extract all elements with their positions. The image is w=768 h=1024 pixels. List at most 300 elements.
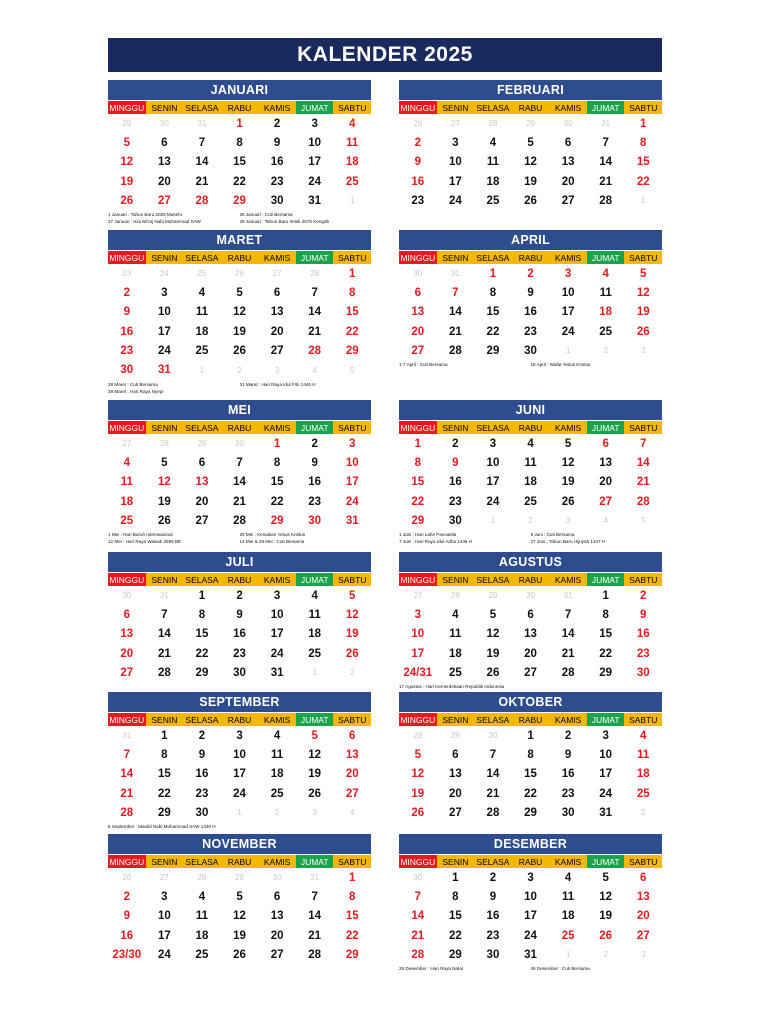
day-cell: 27	[272, 269, 282, 279]
day-cell: 29	[599, 666, 613, 679]
day-cell: 26	[636, 325, 650, 338]
day-cell: 15	[636, 156, 650, 169]
weekday-label: KAMIS	[549, 101, 587, 114]
day-cell: 30	[486, 948, 500, 961]
weekday-header	[399, 251, 662, 264]
day-cell: 24	[561, 325, 575, 338]
day-cell: 1	[452, 871, 459, 884]
week-row	[108, 511, 371, 530]
month-mei	[108, 400, 371, 545]
weekday-label: JUMAT	[587, 573, 625, 586]
week-row	[399, 765, 662, 784]
day-cell: 16	[524, 306, 537, 319]
weekday-label: MINGGU	[109, 102, 145, 113]
day-cell: 22	[486, 325, 500, 338]
day-cell: 6	[452, 748, 459, 761]
weekday-label: JUMAT	[587, 101, 625, 114]
day-cell: 22	[448, 929, 462, 942]
day-cell: 26	[235, 269, 244, 279]
day-cell: 28	[308, 344, 322, 357]
weekday-label: SABTU	[333, 713, 371, 726]
month-title: NOVEMBER	[108, 834, 371, 854]
holiday-notes	[108, 531, 371, 545]
day-cell: 24	[308, 175, 322, 188]
day-cell: 8	[273, 456, 281, 469]
day-cell: 17	[486, 476, 500, 489]
week-row	[399, 153, 662, 172]
day-cell: 5	[236, 890, 243, 903]
day-cell: 29	[526, 119, 535, 129]
day-cell: 28	[120, 806, 134, 819]
month-title: APRIL	[399, 230, 662, 250]
weekday-label: SENIN	[146, 421, 184, 434]
holiday-note: 13 Mei & 29 Mei : Cuti Bersama	[239, 539, 305, 545]
day-cell: 18	[636, 768, 650, 781]
day-cell: 22	[345, 325, 359, 338]
holiday-note: 12 Mei : Hari Raya Waisak 2569 BE	[108, 539, 182, 545]
day-cell: 3	[161, 286, 168, 299]
day-cell: 23	[270, 175, 284, 188]
weekday-label: SENIN	[437, 251, 475, 264]
day-cell: 8	[349, 890, 356, 903]
day-cell: 26	[120, 194, 134, 207]
day-cell: 3	[602, 729, 609, 742]
holiday-note	[531, 683, 663, 690]
weekday-label: SENIN	[437, 855, 475, 868]
day-cell: 15	[233, 156, 246, 169]
day-cell: 3	[161, 890, 168, 903]
day-cell: 21	[157, 647, 171, 660]
month-januari	[108, 80, 371, 225]
day-cell: 20	[270, 929, 284, 942]
day-cell: 8	[236, 136, 243, 149]
day-cell: 29	[195, 666, 209, 679]
day-cell: 9	[564, 748, 572, 761]
weekday-label: RABU	[512, 855, 550, 868]
day-cell: 2	[603, 346, 608, 356]
weekday-label: KAMIS	[549, 251, 587, 264]
day-cell: 14	[120, 768, 134, 781]
holiday-note: 1 Januari : Tahun Baru 2025 Masehi	[108, 212, 182, 218]
week-row	[108, 322, 371, 341]
weekday-label: KAMIS	[258, 713, 296, 726]
month-desember	[399, 834, 662, 972]
week-row	[108, 153, 371, 172]
weekday-label: SABTU	[624, 101, 662, 114]
month-title: JANUARI	[108, 80, 371, 100]
week-row	[399, 172, 662, 191]
day-cell: 31	[197, 119, 207, 129]
day-cell: 3	[527, 871, 534, 884]
day-cell: 7	[161, 608, 168, 621]
week-row	[108, 492, 371, 511]
holiday-note: 25 Desember : Hari Raya Natal	[399, 966, 463, 972]
holiday-note: 1 Mei : Hari Buruh Internasional	[108, 532, 173, 538]
holiday-notes	[108, 823, 371, 830]
month-title: AGUSTUS	[399, 552, 662, 572]
day-cell: 13	[524, 628, 537, 641]
month-title: DESEMBER	[399, 834, 662, 854]
day-cell: 13	[448, 768, 462, 781]
day-cell: 6	[414, 286, 421, 299]
day-cell: 31	[157, 364, 171, 377]
day-cell: 19	[411, 787, 425, 800]
holiday-notes	[399, 683, 662, 690]
day-cell: 24	[157, 948, 171, 961]
week-row	[399, 784, 662, 803]
day-cell: 11	[486, 156, 500, 169]
day-cell: 16	[270, 156, 284, 169]
day-cell: 6	[527, 608, 534, 621]
day-cell: 29	[411, 514, 425, 527]
day-cell: 16	[233, 628, 246, 641]
day-cell: 30	[488, 731, 498, 741]
day-cell: 29	[345, 344, 359, 357]
day-cell: 7	[311, 890, 318, 903]
day-cell: 1	[161, 729, 168, 742]
weekday-label: JUMAT	[296, 101, 334, 114]
day-cell: 3	[564, 267, 572, 280]
day-cell: 17	[345, 476, 359, 489]
day-cell: 11	[599, 286, 612, 299]
day-cell: 1	[414, 437, 421, 450]
week-row	[399, 907, 662, 926]
day-cell: 18	[345, 156, 359, 169]
day-cell: 25	[448, 666, 462, 679]
day-cell: 21	[561, 647, 575, 660]
day-cell: 17	[157, 325, 171, 338]
day-cell: 4	[349, 117, 356, 130]
day-cell: 26	[599, 929, 613, 942]
day-cell: 1	[565, 346, 571, 356]
day-cell: 3	[274, 365, 280, 375]
month-april	[399, 230, 662, 368]
holiday-notes	[108, 381, 371, 395]
day-cell: 2	[489, 871, 497, 884]
day-cell: 6	[273, 286, 281, 299]
month-title: FEBRUARI	[399, 80, 662, 100]
weekday-header	[399, 713, 662, 726]
day-cell: 2	[274, 808, 280, 818]
day-cell: 30	[524, 344, 537, 357]
day-cell: 5	[564, 437, 572, 450]
day-cell: 2	[273, 117, 281, 130]
month-juli	[108, 552, 371, 682]
day-cell: 19	[599, 910, 613, 923]
day-cell: 27	[120, 666, 134, 679]
day-cell: 17	[524, 910, 537, 923]
week-row	[108, 945, 371, 964]
day-cell: 15	[270, 476, 284, 489]
day-cell: 17	[270, 628, 284, 641]
day-cell: 23	[308, 495, 322, 508]
day-cell: 24	[157, 344, 171, 357]
day-cell: 12	[636, 286, 650, 299]
weekday-label: RABU	[512, 251, 550, 264]
day-cell: 1	[349, 267, 356, 280]
day-cell: 24/31	[403, 666, 433, 679]
day-cell: 5	[527, 136, 534, 149]
day-cell: 30	[195, 806, 209, 819]
day-cell: 10	[157, 910, 171, 923]
day-cell: 11	[195, 910, 209, 923]
day-cell: 4	[564, 871, 572, 884]
week-row	[399, 726, 662, 745]
day-cell: 24	[486, 495, 500, 508]
month-oktober	[399, 692, 662, 822]
week-row	[399, 644, 662, 663]
day-cell: 4	[640, 729, 647, 742]
day-cell: 15	[599, 628, 613, 641]
weekday-label: MINGGU	[109, 856, 145, 867]
day-cell: 19	[486, 647, 500, 660]
day-cell: 4	[602, 267, 609, 280]
day-cell: 29	[345, 948, 359, 961]
day-cell: 22	[524, 787, 537, 800]
day-cell: 11	[637, 748, 650, 761]
day-cell: 2	[641, 808, 646, 818]
day-cell: 31	[270, 666, 284, 679]
weekday-header	[399, 855, 662, 868]
day-cell: 19	[120, 175, 134, 188]
day-cell: 28	[157, 666, 171, 679]
month-title: JULI	[108, 552, 371, 572]
day-cell: 9	[236, 608, 243, 621]
weekday-label: MINGGU	[109, 714, 145, 725]
weekday-label: JUMAT	[296, 855, 334, 868]
day-cell: 30	[561, 806, 575, 819]
month-februari	[399, 80, 662, 210]
day-cell: 1	[236, 117, 243, 130]
day-cell: 23	[561, 787, 575, 800]
day-cell: 12	[561, 456, 575, 469]
day-cell: 2	[640, 589, 647, 602]
day-cell: 1	[565, 950, 571, 960]
day-cell: 18	[524, 476, 537, 489]
holiday-note: 27 Juni : Tahun Baru Hijriyah 1447 H	[530, 539, 606, 545]
day-cell: 14	[308, 306, 322, 319]
day-cell: 9	[640, 608, 647, 621]
day-cell: 10	[308, 136, 322, 149]
day-cell: 22	[157, 787, 171, 800]
week-row	[399, 191, 662, 210]
day-cell: 13	[270, 306, 284, 319]
day-cell: 1	[349, 871, 356, 884]
weekday-label: MINGGU	[109, 422, 145, 433]
month-september	[108, 692, 371, 830]
day-cell: 21	[308, 929, 322, 942]
day-cell: 11	[524, 456, 537, 469]
weekday-header	[108, 421, 371, 434]
day-cell: 29	[157, 806, 171, 819]
day-cell: 6	[161, 136, 168, 149]
day-cell: 1	[602, 589, 609, 602]
day-cell: 19	[157, 495, 171, 508]
day-cell: 17	[233, 768, 246, 781]
day-cell: 27	[122, 439, 132, 449]
day-cell: 9	[414, 156, 421, 169]
weekday-label: KAMIS	[258, 101, 296, 114]
day-cell: 15	[195, 628, 209, 641]
day-cell: 7	[489, 748, 497, 761]
day-cell: 11	[562, 890, 575, 903]
week-row	[108, 784, 371, 803]
day-cell: 2	[123, 286, 130, 299]
day-cell: 12	[524, 156, 537, 169]
holiday-note: 7 Juni : Hari Raya Idul Adha 1446 H	[399, 539, 473, 545]
day-cell: 12	[120, 156, 134, 169]
day-cell: 31	[122, 731, 132, 741]
day-cell: 5	[641, 516, 646, 526]
day-cell: 13	[345, 748, 359, 761]
day-cell: 4	[350, 808, 355, 818]
holiday-note	[240, 388, 372, 395]
day-cell: 20	[120, 647, 134, 660]
day-cell: 3	[236, 729, 243, 742]
day-cell: 23	[120, 344, 134, 357]
day-cell: 27	[413, 591, 423, 601]
day-cell: 20	[448, 787, 462, 800]
week-row	[399, 803, 662, 822]
day-cell: 4	[312, 365, 317, 375]
weekday-label: SABTU	[333, 573, 371, 586]
day-cell: 5	[640, 267, 647, 280]
day-cell: 25	[599, 325, 613, 338]
day-cell: 16	[120, 929, 134, 942]
weekday-header	[108, 573, 371, 586]
day-cell: 30	[235, 439, 244, 449]
day-cell: 23	[122, 269, 132, 279]
day-cell: 19	[561, 476, 575, 489]
day-cell: 2	[311, 437, 318, 450]
weekday-label: RABU	[512, 573, 550, 586]
day-cell: 27	[524, 666, 537, 679]
day-cell: 22	[636, 175, 650, 188]
day-cell: 1	[199, 365, 205, 375]
day-cell: 3	[273, 589, 281, 602]
day-cell: 14	[599, 156, 613, 169]
day-cell: 25	[561, 929, 575, 942]
day-cell: 7	[564, 608, 572, 621]
day-cell: 2	[236, 589, 243, 602]
day-cell: 19	[345, 628, 359, 641]
day-cell: 15	[486, 306, 500, 319]
day-cell: 29	[488, 591, 498, 601]
day-cell: 28	[636, 495, 650, 508]
day-cell: 25	[636, 787, 650, 800]
weekday-header	[108, 251, 371, 264]
day-cell: 7	[236, 456, 243, 469]
weekday-label: SELASA	[474, 421, 512, 434]
week-row	[108, 726, 371, 745]
day-cell: 7	[640, 437, 647, 450]
weekday-label: SELASA	[183, 573, 221, 586]
day-cell: 27	[345, 787, 359, 800]
week-row	[399, 605, 662, 624]
day-cell: 11	[120, 476, 133, 489]
day-cell: 28	[310, 269, 320, 279]
day-cell: 29	[270, 514, 284, 527]
day-cell: 23	[524, 325, 537, 338]
week-row	[399, 511, 662, 530]
week-row	[399, 663, 662, 682]
day-cell: 3	[414, 608, 421, 621]
weekday-label: MINGGU	[400, 102, 436, 113]
month-title: OKTOBER	[399, 692, 662, 712]
weekday-label: JUMAT	[587, 251, 625, 264]
week-row	[399, 264, 662, 283]
day-cell: 20	[345, 768, 359, 781]
day-cell: 1	[273, 437, 281, 450]
week-row	[399, 745, 662, 764]
week-row	[399, 926, 662, 945]
day-cell: 13	[120, 628, 134, 641]
day-cell: 9	[311, 456, 318, 469]
day-cell: 29	[235, 873, 244, 883]
day-cell: 26	[308, 787, 322, 800]
day-cell: 7	[452, 286, 459, 299]
day-cell: 3	[489, 437, 497, 450]
weekday-label: MINGGU	[400, 714, 436, 725]
day-cell: 17	[411, 647, 425, 660]
week-row	[399, 473, 662, 492]
day-cell: 1	[198, 589, 206, 602]
day-cell: 18	[599, 306, 613, 319]
day-cell: 14	[486, 768, 500, 781]
day-cell: 16	[636, 628, 650, 641]
month-juni	[399, 400, 662, 545]
holiday-note: 1 Juni : Hari Lahir Pancasila	[399, 532, 457, 538]
day-cell: 5	[123, 136, 130, 149]
day-cell: 14	[636, 456, 650, 469]
day-cell: 22	[233, 175, 246, 188]
weekday-label: JUMAT	[296, 251, 334, 264]
week-row	[108, 360, 371, 379]
weekday-label: RABU	[221, 713, 259, 726]
day-cell: 9	[123, 306, 130, 319]
day-cell: 25	[195, 948, 209, 961]
day-cell: 24	[524, 929, 537, 942]
day-cell: 18	[270, 768, 284, 781]
day-cell: 12	[157, 476, 171, 489]
week-row	[108, 341, 371, 360]
day-cell: 5	[414, 748, 421, 761]
weekday-header	[108, 101, 371, 114]
week-row	[108, 586, 371, 605]
day-cell: 2	[603, 950, 608, 960]
day-cell: 20	[599, 476, 613, 489]
weekday-label: RABU	[512, 713, 550, 726]
day-cell: 10	[157, 306, 171, 319]
week-row	[399, 887, 662, 906]
day-cell: 8	[198, 608, 206, 621]
day-cell: 19	[233, 929, 246, 942]
weekday-label: SABTU	[624, 855, 662, 868]
day-cell: 1	[640, 117, 647, 130]
day-cell: 22	[345, 929, 359, 942]
day-cell: 3	[452, 136, 459, 149]
holiday-note: 18 April : Wafat Yesus Kristus	[530, 362, 591, 368]
weekday-label: SENIN	[437, 573, 475, 586]
day-cell: 26	[233, 948, 246, 961]
day-cell: 3	[641, 346, 646, 356]
day-cell: 25	[308, 647, 322, 660]
day-cell: 23	[195, 787, 209, 800]
day-cell: 6	[273, 890, 281, 903]
day-cell: 19	[636, 306, 650, 319]
week-row	[108, 264, 371, 283]
day-cell: 8	[452, 890, 459, 903]
